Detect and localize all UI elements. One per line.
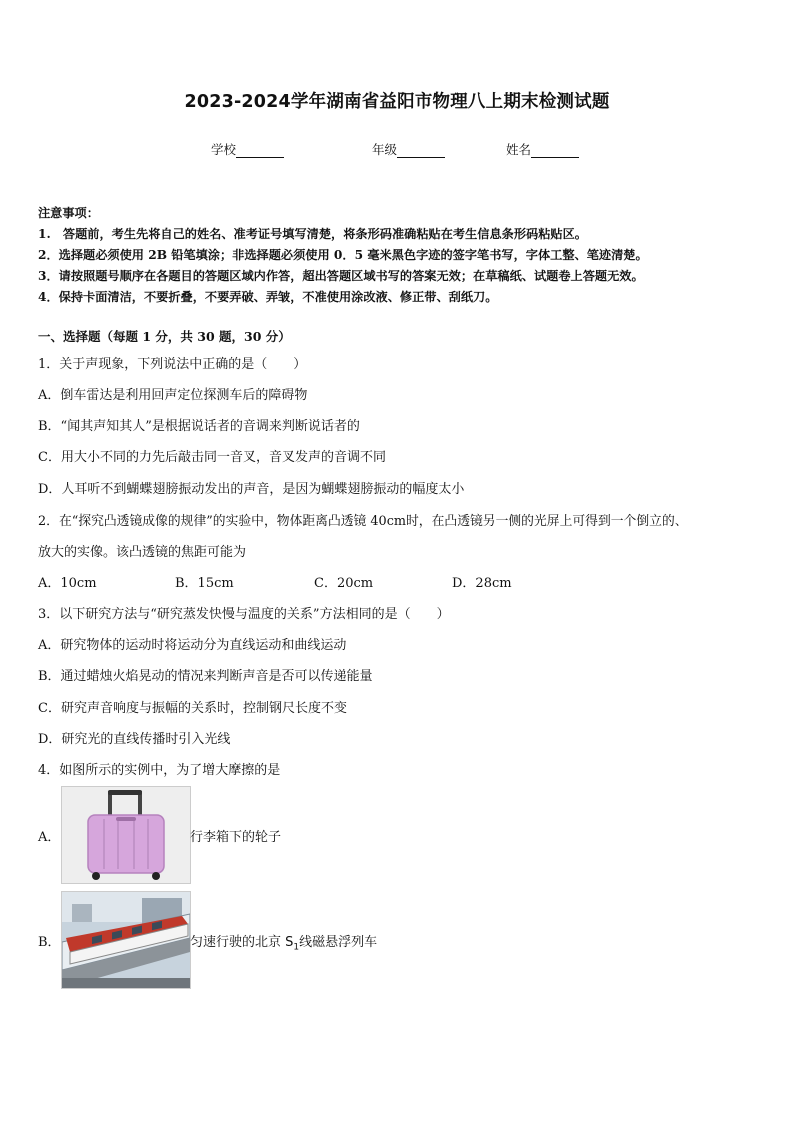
maglev-train-image — [61, 891, 191, 989]
question-2-stem-line1: 2．在“探究凸透镜成像的规律”的实验中，物体距离凸透镜 40cm时，在凸透镜另一侧的光屏上可得到一个倒立的、 — [38, 514, 688, 529]
grade-label: 年级 — [372, 142, 398, 157]
student-info-fields — [0, 140, 794, 160]
maglev-train-illustration — [62, 892, 190, 988]
question-2-option-c[interactable]: C．20cm — [314, 576, 374, 591]
question-3-option-a[interactable]: A．研究物体的运动时将运动分为直线运动和曲线运动 — [38, 638, 347, 653]
option-b-text-pre: 匀速行驶的北京 S — [190, 935, 294, 950]
name-blank[interactable] — [531, 143, 579, 158]
question-2-option-d[interactable]: D．28cm — [452, 576, 512, 591]
question-1-option-c[interactable]: C．用大小不同的力先后敲击同一音叉，音叉发声的音调不同 — [38, 450, 386, 465]
question-4-option-b-text — [190, 931, 377, 953]
question-1-option-d[interactable]: D．人耳听不到蝴蝶翅膀振动发出的声音，是因为蝴蝶翅膀振动的幅度太小 — [38, 482, 465, 497]
question-4-option-a-label[interactable]: A． — [38, 830, 61, 845]
notes-heading: 注意事项： — [38, 206, 99, 220]
grade-field[interactable] — [372, 140, 445, 158]
note-item: 4．保持卡面清洁，不要折叠，不要弄破、弄皱，不准使用涂改液、修正带、刮纸刀。 — [38, 290, 498, 304]
question-2-stem-line2: 放大的实像。该凸透镜的焦距可能为 — [38, 545, 247, 560]
notes-section — [38, 203, 768, 308]
option-b-subscript: 1 — [293, 942, 300, 953]
note-item: 2．选择题必须使用 2B 铅笔填涂；非选择题必须使用 0．5 毫米黑色字迹的签字笔书写，字体工整、笔迹清楚。 — [38, 248, 648, 262]
option-b-text-post: 线磁悬浮列车 — [299, 935, 378, 950]
question-1-option-a[interactable]: A．倒车雷达是利用回声定位探测车后的障碍物 — [38, 388, 308, 403]
note-item: 3．请按照题号顺序在各题目的答题区域内作答，超出答题区域书写的答案无效；在草稿纸、试题卷上答题无效。 — [38, 269, 644, 283]
question-2-option-a[interactable]: A．10cm — [38, 576, 97, 591]
section-heading: 一、选择题（每题 1 分，共 30 题，30 分） — [38, 329, 291, 344]
name-label: 姓名 — [506, 142, 532, 157]
suitcase-illustration — [62, 787, 190, 883]
question-3-stem: 3．以下研究方法与“研究蒸发快慢与温度的关系”方法相同的是（ ） — [38, 607, 450, 622]
question-1-stem: 1．关于声现象，下列说法中正确的是（ ） — [38, 357, 307, 372]
note-item: 1. 答题前，考生先将自己的姓名、准考证号填写清楚，将条形码准确粘贴在考生信息条形码粘贴区。 — [38, 227, 587, 241]
grade-blank[interactable] — [397, 143, 445, 158]
school-blank[interactable] — [236, 143, 284, 158]
name-field[interactable] — [506, 140, 579, 158]
school-field[interactable] — [211, 140, 284, 158]
page-title: 2023-2024学年湖南省益阳市物理八上期末检测试题 — [184, 92, 610, 112]
question-4-stem: 4．如图所示的实例中，为了增大摩擦的是 — [38, 763, 281, 778]
question-4-option-b-label[interactable]: B． — [38, 935, 61, 950]
question-3-option-b[interactable]: B．通过蜡烛火焰晃动的情况来判断声音是否可以传递能量 — [38, 669, 373, 684]
question-3-option-c[interactable]: C．研究声音响度与振幅的关系时，控制钢尺长度不变 — [38, 701, 347, 716]
school-label: 学校 — [211, 142, 237, 157]
question-2-option-b[interactable]: B．15cm — [175, 576, 234, 591]
question-4-option-a-text: 行李箱下的轮子 — [190, 830, 282, 845]
question-1-option-b[interactable]: B．“闻其声知其人”是根据说话者的音调来判断说话者的 — [38, 419, 360, 434]
question-3-option-d[interactable]: D．研究光的直线传播时引入光线 — [38, 732, 231, 747]
suitcase-image — [61, 786, 191, 884]
